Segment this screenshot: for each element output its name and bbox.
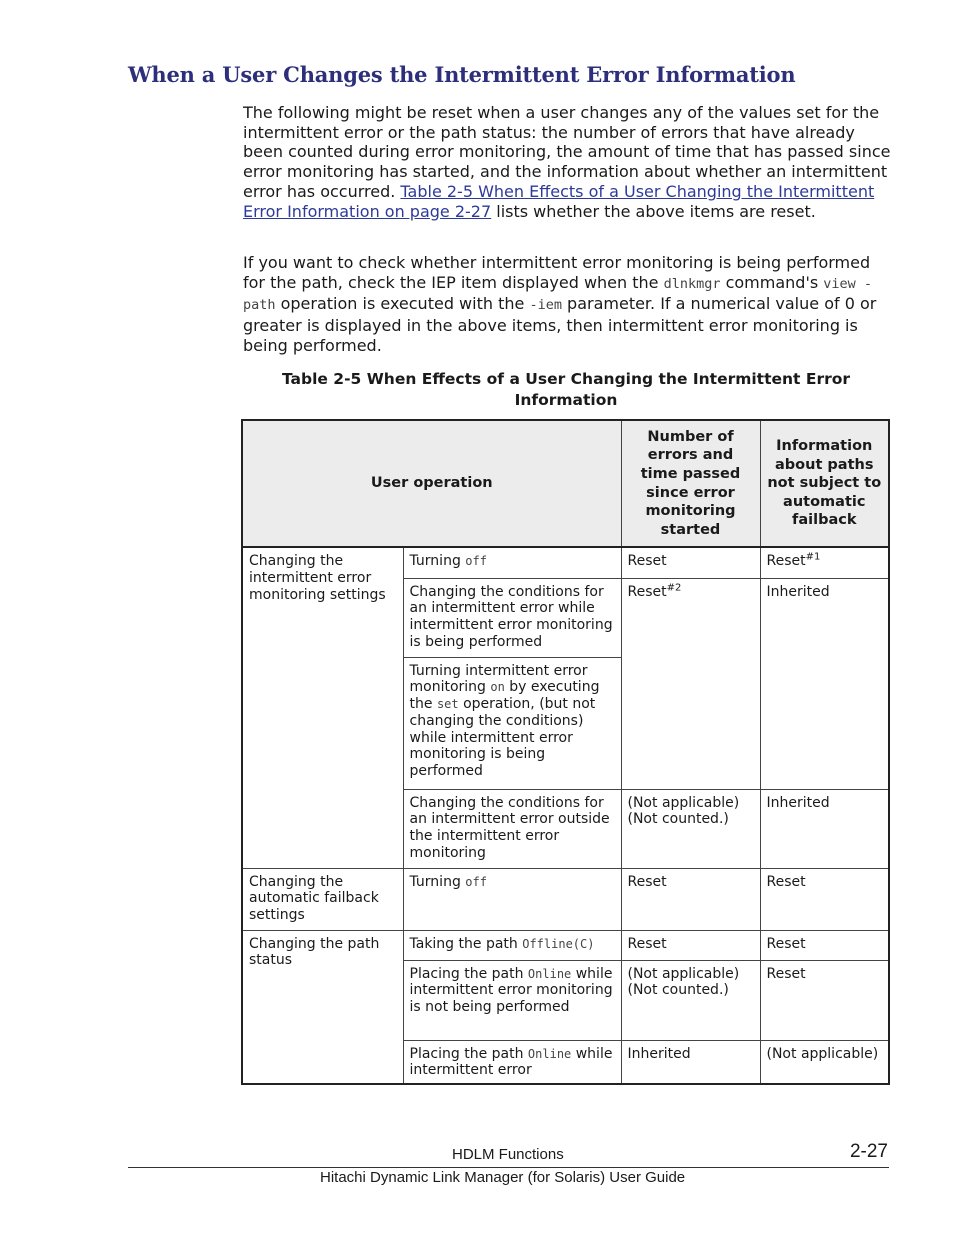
value-text: Reset <box>766 553 806 569</box>
operation-cell <box>403 657 621 789</box>
table-row <box>242 868 889 930</box>
op-text: Turning intermittent error monitoring <box>409 662 588 696</box>
code-online: Online <box>527 966 572 981</box>
value-cell: Reset <box>760 930 889 960</box>
value-cell: Reset <box>760 960 889 1040</box>
value-cell: (Not applicable) <box>760 1040 889 1084</box>
footnote-ref: #2 <box>666 581 682 593</box>
header-user-operation: User operation <box>242 420 621 547</box>
section-heading: When a User Changes the Intermittent Error Information <box>128 62 796 87</box>
op-text: operation, (but not changing the conditions) while intermittent error monitoring is being performed <box>409 696 596 780</box>
footer-guide-title: Hitachi Dynamic Link Manager (for Solaris) User Guide <box>320 1169 686 1186</box>
intro-paragraph <box>243 103 891 221</box>
check-text-1: If you want to check whether intermittent error monitoring is being performed for the path, check the IEP item displayed when the <box>243 253 871 292</box>
header-failback-info: Information about paths not subject to automatic failback <box>760 420 889 547</box>
code-iem: -iem <box>529 297 562 314</box>
effects-table <box>241 419 890 1085</box>
intro-text-end: lists whether the above items are reset. <box>491 201 816 221</box>
group-label-failback: Changing the automatic failback settings <box>242 868 403 930</box>
op-text: Taking the path <box>409 935 523 952</box>
value-cell <box>621 578 760 789</box>
check-text-3: operation is executed with the <box>275 294 530 314</box>
group-label-path-status: Changing the path status <box>242 930 403 1084</box>
intro-text: The following might be reset when a user changes any of the values set for the intermittent error or the path status: the number of errors that have already been counted during error monitoring, the amount of time that has passed since error monitoring has started, and the information about whether an intermittent error has occurred. <box>243 103 891 201</box>
value-cell: Reset <box>760 868 889 930</box>
operation-cell <box>403 960 621 1040</box>
table-reference-link[interactable]: Table 2-5 When Effects of a User Changing the Intermittent Error Information on page 2-27 <box>243 181 875 221</box>
caption-line-2: Information <box>514 391 618 409</box>
header-errors-time: Number of errors and time passed since error monitoring started <box>621 420 760 547</box>
code-online: Online <box>527 1046 572 1061</box>
op-text: while intermittent error monitoring is not being performed <box>409 965 613 1016</box>
op-text: Turning <box>409 553 466 569</box>
code-offline-c: Offline(C) <box>522 936 595 951</box>
table-header-row <box>242 420 889 547</box>
value-text: Reset <box>627 583 667 600</box>
check-text-4: parameter. If a numerical value of 0 or greater is displayed in the above items, then intermittent error monitoring is being performed. <box>243 294 877 355</box>
code-view-path: view -path <box>243 275 873 314</box>
op-text: Turning <box>409 873 466 890</box>
check-text-2: command's <box>720 272 824 292</box>
code-off: off <box>465 554 487 568</box>
operation-cell <box>403 930 621 960</box>
value-line: (Not applicable) <box>627 794 740 811</box>
value-cell: Reset <box>621 868 760 930</box>
operation-cell <box>403 547 621 578</box>
operation-cell <box>403 868 621 930</box>
operation-cell <box>403 1040 621 1084</box>
caption-line-1: Table 2-5 When Effects of a User Changing the Intermittent Error <box>281 370 851 388</box>
value-line: (Not counted.) <box>627 982 729 999</box>
value-cell <box>760 547 889 578</box>
value-cell <box>621 789 760 868</box>
value-cell <box>621 960 760 1040</box>
footnote-ref: #1 <box>805 551 821 563</box>
value-cell: Inherited <box>621 1040 760 1084</box>
code-set: set <box>436 697 459 712</box>
value-line: (Not counted.) <box>627 811 729 828</box>
value-cell: Reset <box>621 930 760 960</box>
value-cell: Inherited <box>760 789 889 868</box>
op-text: Placing the path <box>409 965 528 982</box>
value-line: (Not applicable) <box>627 965 740 982</box>
operation-cell: Changing the conditions for an intermittent error outside the intermittent error monitoring <box>403 789 621 868</box>
op-text: by executing the <box>409 679 600 713</box>
table-row <box>242 930 889 960</box>
code-off: off <box>465 874 487 889</box>
op-text: Placing the path <box>409 1045 528 1062</box>
code-on: on <box>490 680 505 695</box>
footer-section-title: HDLM Functions <box>452 1146 564 1163</box>
footer-divider <box>128 1167 889 1168</box>
code-dlnkmgr: dlnkmgr <box>663 275 721 292</box>
table-caption <box>243 369 889 411</box>
value-cell: Inherited <box>760 578 889 789</box>
table-row <box>242 547 889 578</box>
op-text: while intermittent error <box>409 1045 613 1079</box>
operation-cell: Changing the conditions for an intermittent error while intermittent error monitoring is being performed <box>403 578 621 657</box>
value-cell: Reset <box>621 547 760 578</box>
check-paragraph <box>243 253 891 356</box>
group-label-monitoring: Changing the intermittent error monitoring settings <box>242 547 403 868</box>
page-number: 2-27 <box>849 1141 888 1162</box>
